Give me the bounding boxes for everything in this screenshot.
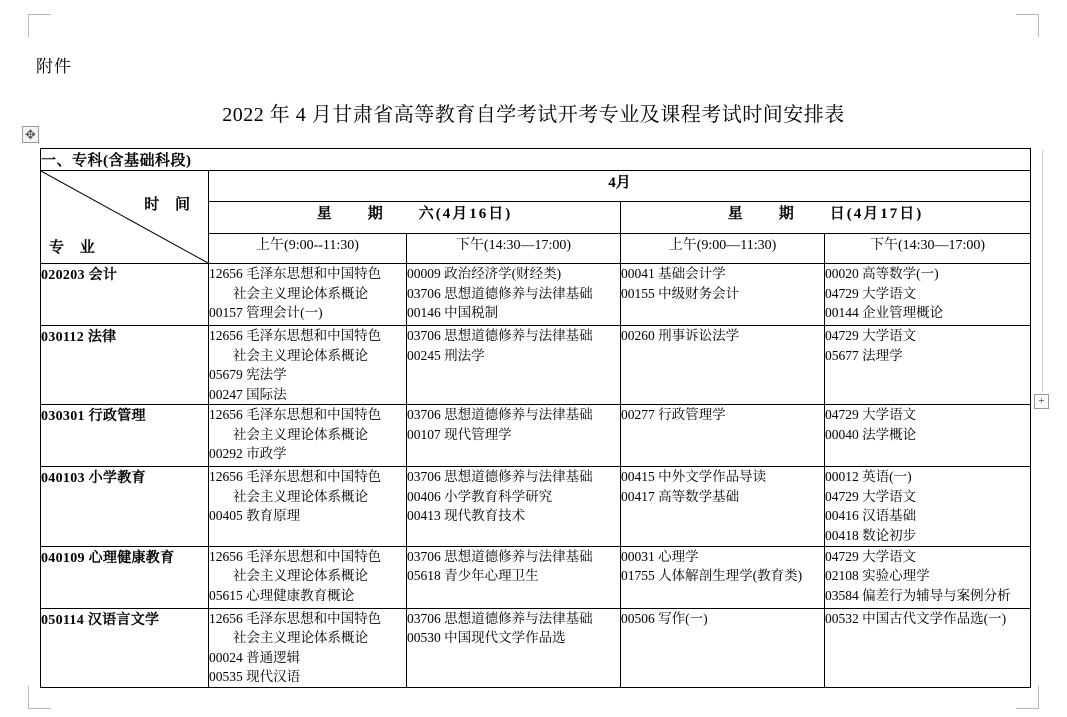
course-line: 12656 毛泽东思想和中国特色 bbox=[209, 548, 382, 564]
major-name-cell: 030112 法律 bbox=[41, 326, 209, 405]
cell-sat-pm bbox=[407, 467, 621, 546]
course-line: 04729 大学语文 bbox=[825, 407, 917, 423]
course-line: 00417 高等数学基础 bbox=[621, 488, 740, 504]
corner-time-label: 时 间 bbox=[144, 197, 196, 213]
cell-sat-am bbox=[209, 467, 407, 546]
cell-sat-pm bbox=[407, 405, 621, 467]
course-line: 03706 思想道德修养与法律基础 bbox=[407, 285, 593, 301]
course-line: 04729 大学语文 bbox=[825, 488, 917, 504]
course-line: 12656 毛泽东思想和中国特色 bbox=[209, 266, 382, 281]
course-line: 00247 国际法 bbox=[209, 386, 287, 402]
cell-sun-pm bbox=[825, 405, 1031, 467]
slot-sat-am: 上午(9:00--11:30) bbox=[209, 233, 407, 263]
cell-sat-am bbox=[209, 264, 407, 326]
course-line: 00146 中国税制 bbox=[407, 305, 499, 321]
schedule-table-container bbox=[40, 148, 1030, 688]
cell-sat-am bbox=[209, 608, 407, 687]
schedule-rows bbox=[41, 264, 1031, 688]
course-line: 00405 教育原理 bbox=[209, 508, 301, 524]
crop-mark-bottom-left bbox=[28, 686, 51, 709]
course-line: 05618 青少年心理卫生 bbox=[407, 568, 539, 584]
major-name-cell: 040109 心理健康教育 bbox=[41, 546, 209, 608]
crop-mark-bottom-right bbox=[1016, 686, 1039, 709]
cell-sun-pm bbox=[825, 546, 1031, 608]
course-line: 00155 中级财务会计 bbox=[621, 285, 740, 301]
course-line: 03706 思想道德修养与法律基础 bbox=[407, 407, 593, 423]
table-row bbox=[41, 467, 1031, 546]
cell-sat-am bbox=[209, 405, 407, 467]
section-heading: 一、专科(含基础科段) bbox=[41, 149, 1031, 171]
course-line: 00157 管理会计(一) bbox=[209, 305, 323, 321]
slot-sat-pm: 下午(14:30—17:00) bbox=[407, 233, 621, 263]
page-title: 2022 年 4 月甘肃省高等教育自学考试开考专业及课程考试时间安排表 bbox=[222, 104, 845, 126]
course-line: 00277 行政管理学 bbox=[621, 407, 726, 423]
course-line: 00532 中国古代文学作品选(一) bbox=[825, 610, 1007, 626]
slot-sun-am: 上午(9:00—11:30) bbox=[621, 233, 825, 263]
cell-sat-am bbox=[209, 326, 407, 405]
course-line: 00041 基础会计学 bbox=[621, 266, 726, 281]
course-line: 05615 心理健康教育概论 bbox=[209, 587, 355, 603]
course-line: 00020 高等数学(一) bbox=[825, 266, 939, 281]
cell-sun-pm bbox=[825, 608, 1031, 687]
course-line: 社会主义理论体系概论 bbox=[233, 285, 368, 301]
course-line: 04729 大学语文 bbox=[825, 548, 917, 564]
corner-header-cell bbox=[41, 171, 209, 264]
course-line: 03706 思想道德修养与法律基础 bbox=[407, 610, 593, 626]
major-name-cell: 020203 会计 bbox=[41, 264, 209, 326]
major-name-cell: 040103 小学教育 bbox=[41, 467, 209, 546]
course-line: 00413 现代教育技术 bbox=[407, 508, 526, 524]
course-line: 12656 毛泽东思想和中国特色 bbox=[209, 328, 382, 343]
course-line: 00260 刑事诉讼法学 bbox=[621, 328, 740, 343]
course-line: 01755 人体解剖生理学(教育类) bbox=[621, 568, 803, 584]
schedule-table bbox=[40, 148, 1031, 688]
table-row bbox=[41, 326, 1031, 405]
month-header-row bbox=[41, 171, 1031, 202]
course-line: 00144 企业管理概论 bbox=[825, 305, 944, 321]
course-line: 04729 大学语文 bbox=[825, 285, 917, 301]
course-line: 社会主义理论体系概论 bbox=[233, 630, 368, 646]
course-line: 00024 普通逻辑 bbox=[209, 649, 301, 665]
course-line: 00292 市政学 bbox=[209, 446, 287, 462]
attachment-label: 附件 bbox=[36, 57, 72, 76]
table-move-handle-icon[interactable]: ✥ bbox=[22, 126, 39, 143]
course-line: 00535 现代汉语 bbox=[209, 669, 301, 685]
course-line: 00009 政治经济学(财经类) bbox=[407, 266, 562, 281]
cell-sun-pm bbox=[825, 264, 1031, 326]
table-row bbox=[41, 264, 1031, 326]
cell-sun-am bbox=[621, 405, 825, 467]
cell-sat-am bbox=[209, 546, 407, 608]
course-line: 12656 毛泽东思想和中国特色 bbox=[209, 407, 382, 423]
major-name-cell: 050114 汉语言文学 bbox=[41, 608, 209, 687]
course-line: 00415 中外文学作品导读 bbox=[621, 469, 767, 485]
course-line: 00040 法学概论 bbox=[825, 426, 917, 442]
course-line: 12656 毛泽东思想和中国特色 bbox=[209, 610, 382, 626]
section-heading-row bbox=[41, 149, 1031, 171]
course-line: 00416 汉语基础 bbox=[825, 508, 917, 524]
course-line: 社会主义理论体系概论 bbox=[233, 426, 368, 442]
course-line: 社会主义理论体系概论 bbox=[233, 568, 368, 584]
cell-sat-pm bbox=[407, 608, 621, 687]
course-line: 社会主义理论体系概论 bbox=[233, 488, 368, 504]
course-line: 社会主义理论体系概论 bbox=[233, 347, 368, 363]
table-row bbox=[41, 405, 1031, 467]
cell-sun-am bbox=[621, 546, 825, 608]
course-line: 00245 刑法学 bbox=[407, 347, 485, 363]
course-line: 00418 数论初步 bbox=[825, 527, 917, 543]
course-line: 03706 思想道德修养与法律基础 bbox=[407, 548, 593, 564]
cell-sun-am bbox=[621, 467, 825, 546]
course-line: 03584 偏差行为辅导与案例分析 bbox=[825, 587, 1011, 603]
crop-mark-top-left bbox=[28, 14, 51, 37]
crop-mark-top-right bbox=[1016, 14, 1039, 37]
course-line: 04729 大学语文 bbox=[825, 328, 917, 343]
cell-sat-pm bbox=[407, 326, 621, 405]
major-name-cell: 030301 行政管理 bbox=[41, 405, 209, 467]
cell-sat-pm bbox=[407, 546, 621, 608]
course-line: 00012 英语(一) bbox=[825, 469, 912, 485]
table-row bbox=[41, 608, 1031, 687]
day-group-sunday: 星 期 日(4月17日) bbox=[621, 202, 1031, 233]
course-line: 12656 毛泽东思想和中国特色 bbox=[209, 469, 382, 485]
cell-sun-am bbox=[621, 264, 825, 326]
course-line: 03706 思想道德修养与法律基础 bbox=[407, 469, 593, 485]
table-row bbox=[41, 546, 1031, 608]
day-group-saturday: 星 期 六(4月16日) bbox=[209, 202, 621, 233]
cell-sun-pm bbox=[825, 467, 1031, 546]
cell-sun-pm bbox=[825, 326, 1031, 405]
course-line: 00406 小学教育科学研究 bbox=[407, 488, 553, 504]
course-line: 05677 法理学 bbox=[825, 347, 903, 363]
corner-major-label: 专 业 bbox=[49, 240, 101, 256]
add-row-plus-icon[interactable]: + bbox=[1034, 394, 1049, 409]
cell-sun-am bbox=[621, 326, 825, 405]
right-margin-rule bbox=[1042, 150, 1043, 392]
course-line: 00506 写作(一) bbox=[621, 610, 708, 626]
course-line: 00530 中国现代文学作品选 bbox=[407, 630, 566, 646]
cell-sun-am bbox=[621, 608, 825, 687]
course-line: 05679 宪法学 bbox=[209, 367, 287, 383]
slot-sun-pm: 下午(14:30—17:00) bbox=[825, 233, 1031, 263]
cell-sat-pm bbox=[407, 264, 621, 326]
course-line: 02108 实验心理学 bbox=[825, 568, 930, 584]
month-header: 4月 bbox=[209, 171, 1031, 202]
course-line: 03706 思想道德修养与法律基础 bbox=[407, 328, 593, 343]
course-line: 00107 现代管理学 bbox=[407, 426, 512, 442]
course-line: 00031 心理学 bbox=[621, 548, 699, 564]
